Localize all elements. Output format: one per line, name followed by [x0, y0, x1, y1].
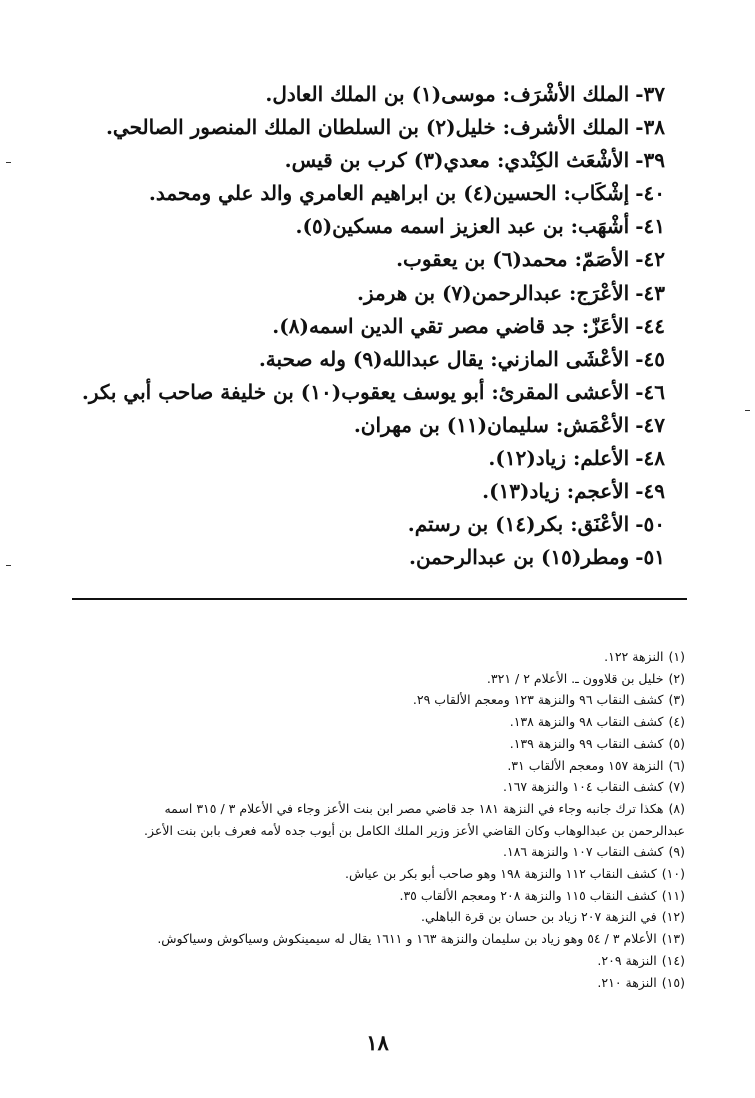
- entry-number: ٤٠-: [635, 181, 665, 206]
- footnote-number: (١٢): [661, 909, 685, 925]
- footnote-number: (١٠): [661, 866, 685, 882]
- footnote: [45, 733, 685, 755]
- entry-text: الأعْرَج: عبدالرحمن(٧) بن هرمز.: [357, 280, 630, 305]
- entry-50: [65, 508, 665, 541]
- footnote-text: النزهة ١٢٢.: [604, 649, 664, 664]
- footnote: [45, 950, 685, 972]
- footnote-text: كشف النقاب ١٠٧ والنزهة ١٨٦.: [503, 844, 664, 860]
- entry-49: [65, 475, 665, 508]
- footnote-number: (١١): [661, 887, 685, 903]
- footnote: [45, 668, 685, 690]
- footnote-text: كشف النقاب ١١٥ والنزهة ٢٠٨ ومعجم الألقاب ٣٥.: [399, 887, 657, 903]
- footnote-text: كشف النقاب ٩٨ والنزهة ١٣٨.: [509, 714, 664, 730]
- footnote-number: (٤): [668, 714, 685, 730]
- footnote-text: عبدالرحمن بن عبدالوهاب وكان القاضي الأعز وزير الملك الكامل بن أيوب جده لأمه فعرف بابن بنت الأعز.: [143, 822, 685, 838]
- footnote: [45, 798, 685, 820]
- footnote-number: (١٥): [661, 974, 685, 990]
- footnote-text: كشف النقاب ١١٢ والنزهة ١٩٨ وهو صاحب أبو بكر بن عياش.: [344, 866, 657, 882]
- entry-text: الملك الأشرف: خليل(٢) بن السلطان الملك المنصور الصالحي.: [105, 115, 630, 140]
- entry-text: الأصَمّ: محمد(٦) بن يعقوب.: [396, 247, 630, 272]
- entry-text: الملك الأشْرَف: موسى(١) بن الملك العادل.: [265, 82, 630, 106]
- entry-46: [65, 376, 665, 409]
- footnote: [45, 972, 685, 994]
- entry-42: [65, 243, 665, 276]
- footnote-continuation: [45, 820, 685, 842]
- footnote: [45, 711, 685, 733]
- entry-number: ٤٧-: [635, 412, 665, 437]
- entry-number: ٤٣-: [635, 280, 665, 305]
- entry-37: [65, 78, 665, 111]
- entry-number: ٤٨-: [635, 446, 665, 471]
- margin-mark: [745, 410, 750, 411]
- footnote: [45, 863, 685, 885]
- entry-41: [65, 210, 665, 243]
- entry-45: [65, 343, 665, 376]
- footnote-text: كشف النقاب ٩٦ والنزهة ١٢٣ ومعجم الألقاب ٢٩.: [412, 692, 664, 708]
- entry-number: ٤٩-: [635, 479, 665, 504]
- footnote: [45, 646, 685, 668]
- footnote: [45, 689, 685, 711]
- entry-text: الأعْشَى المازني: يقال عبدالله(٩) وله صحبة.: [258, 346, 630, 371]
- footnote-number: (٥): [668, 735, 685, 751]
- footnote-number: (٩): [668, 844, 685, 860]
- footnote-text: النزهة ٢١٠.: [597, 974, 657, 990]
- footnote-text: هكذا ترك جانبه وجاء في النزهة ١٨١ جد قاضي مصر ابن بنت الأعز وجاء في الأعلام ٣ / ٣١٥ اسمه: [164, 800, 664, 816]
- entry-51: [65, 541, 665, 574]
- footnote-number: (٧): [668, 779, 685, 795]
- footnote-number: (٨): [668, 800, 685, 816]
- footnote-text: كشف النقاب ٩٩ والنزهة ١٣٩.: [509, 735, 664, 751]
- footnote: [45, 906, 685, 928]
- entry-text: الأعَزّ: جد قاضي مصر تقي الدين اسمه(٨).: [272, 313, 630, 338]
- footnote-text: كشف النقاب ١٠٤ والنزهة ١٦٧.: [503, 779, 664, 795]
- entry-text: ومطر(١٥) بن عبدالرحمن.: [408, 545, 630, 570]
- footnote-number: (١): [668, 649, 685, 664]
- footnote-number: (٢): [668, 670, 685, 686]
- margin-mark: [6, 565, 11, 566]
- entry-number: ٣٨-: [635, 115, 665, 140]
- entry-number: ٣٩-: [635, 148, 665, 173]
- footnote-number: (٣): [668, 692, 685, 708]
- entry-list: [65, 78, 665, 574]
- entry-number: ٤٤-: [635, 313, 665, 338]
- entry-text: الأعجم: زياد(١٣).: [482, 479, 630, 504]
- footnote: [45, 885, 685, 907]
- entry-43: [65, 277, 665, 310]
- entry-number: ٣٧-: [635, 82, 665, 106]
- footnote: [45, 776, 685, 798]
- entry-number: ٤٥-: [635, 346, 665, 371]
- footnote: [45, 755, 685, 777]
- entry-text: الأعْنَق: بكر(١٤) بن رستم.: [407, 512, 630, 537]
- footnote-number: (٦): [668, 757, 685, 773]
- entry-number: ٥٠-: [635, 512, 665, 537]
- entry-text: الأعشى المقرئ: أبو يوسف يعقوب(١٠) بن خليفة صاحب أبي بكر.: [81, 379, 630, 404]
- footnote-text: النزهة ١٥٧ ومعجم الألقاب ٣١.: [507, 757, 664, 773]
- entry-number: ٤٦-: [635, 379, 665, 404]
- entry-48: [65, 442, 665, 475]
- footnote-text: في النزهة ٢٠٧ زياد بن حسان بن قرة الباهلي.: [421, 909, 657, 925]
- entry-38: [65, 111, 665, 144]
- entry-40: [65, 177, 665, 210]
- footnote: [45, 928, 685, 950]
- entry-39: [65, 144, 665, 177]
- page-number: ١٨: [366, 1030, 389, 1055]
- entry-47: [65, 409, 665, 442]
- footnote-divider: [72, 598, 687, 600]
- entry-44: [65, 310, 665, 343]
- footnote-text: خليل بن قلاوون ـ. الأعلام ٢ / ٣٢١.: [486, 670, 664, 686]
- entry-text: الأعْمَش: سليمان(١١) بن مهران.: [353, 412, 630, 437]
- entry-number: ٥١-: [635, 545, 665, 570]
- footnotes: [45, 646, 685, 993]
- entry-number: ٤١-: [635, 214, 665, 239]
- entry-text: الأشْعَث الكِنْدي: معدي(٣) كرب بن قيس.: [284, 148, 630, 173]
- footnote: [45, 841, 685, 863]
- entry-text: الأعلم: زياد(١٢).: [488, 446, 630, 471]
- entry-text: إشْكَاب: الحسين(٤) بن ابراهيم العامري والد علي ومحمد.: [148, 181, 630, 206]
- footnote-number: (١٣): [661, 931, 685, 947]
- footnote-number: (١٤): [661, 952, 685, 968]
- entry-number: ٤٢-: [635, 247, 665, 272]
- footnote-text: الأعلام ٣ / ٥٤ وهو زياد بن سليمان والنزهة ١٦٣ و ١٦١١ يقال له سيمينكوش وسياكوش وسياكوش.: [157, 931, 657, 947]
- margin-mark: [6, 162, 11, 163]
- footnote-text: النزهة ٢٠٩.: [597, 952, 657, 968]
- entry-text: أشْهَب: بن عبد العزيز اسمه مسكين(٥).: [295, 214, 630, 239]
